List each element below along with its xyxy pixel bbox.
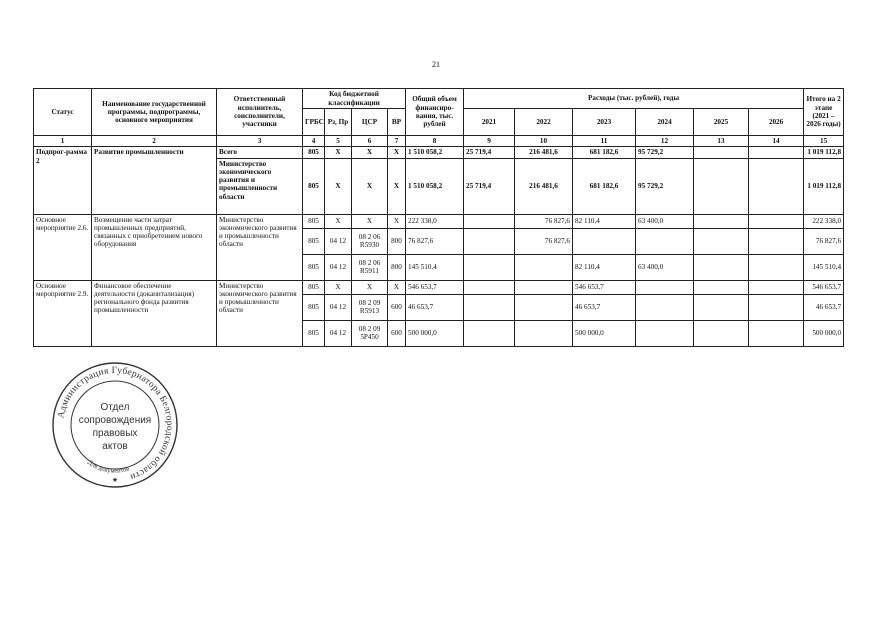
column-number: 15	[804, 136, 844, 147]
cell-2023: 681 182,6	[573, 158, 636, 214]
column-number: 7	[388, 136, 406, 147]
header-year: 2021	[464, 109, 515, 136]
cell-2021	[464, 228, 515, 254]
cell-2022	[515, 294, 573, 320]
column-number: 1	[34, 136, 92, 147]
cell-2026	[749, 158, 804, 214]
row-executor: Министерство экономического развития и промышленности области	[217, 280, 303, 346]
cell-rzpr: 04 12	[325, 294, 352, 320]
cell-2026	[749, 280, 804, 294]
cell-grbs: 805	[303, 280, 325, 294]
cell-grbs: 805	[303, 147, 325, 158]
cell-2021	[464, 214, 515, 228]
cell-2023: 82 110,4	[573, 214, 636, 228]
cell-csr: Х	[352, 280, 388, 294]
cell-2023: 82 110,4	[573, 254, 636, 280]
column-number: 4	[303, 136, 325, 147]
cell-csr: Х	[352, 158, 388, 214]
cell-vr: Х	[388, 280, 406, 294]
cell-2024: 63 400,0	[636, 254, 694, 280]
cell-total: 222 338,0	[406, 214, 464, 228]
cell-2021	[464, 294, 515, 320]
table-row	[34, 214, 844, 228]
cell-rzpr: 04 12	[325, 254, 352, 280]
cell-2021: 25 719,4	[464, 147, 515, 158]
cell-total: 46 653,7	[406, 294, 464, 320]
row-executor: Министерство экономического развития и промышленности области	[217, 158, 303, 214]
cell-rzpr: Х	[325, 214, 352, 228]
row-status: Основное мероприятие 2.9.	[34, 280, 92, 346]
column-number: 5	[325, 136, 352, 147]
cell-rzpr: Х	[325, 158, 352, 214]
star-icon: ★	[111, 476, 119, 484]
cell-itogo: 1 019 112,8	[804, 158, 844, 214]
cell-2023: 546 653,7	[573, 280, 636, 294]
cell-2022	[515, 320, 573, 346]
cell-rzpr: 04 12	[325, 228, 352, 254]
header-csr: ЦСР	[352, 109, 388, 136]
cell-2025	[694, 280, 749, 294]
cell-2022	[515, 280, 573, 294]
header-year: 2026	[749, 109, 804, 136]
column-number: 3	[217, 136, 303, 147]
cell-vr: 600	[388, 294, 406, 320]
cell-rzpr: Х	[325, 147, 352, 158]
cell-2022	[515, 254, 573, 280]
cell-csr: 08 2 06 R5911	[352, 254, 388, 280]
header-rzpr: Рз, Пр	[325, 109, 352, 136]
row-executor: Всего	[217, 147, 303, 158]
cell-rzpr: Х	[325, 280, 352, 294]
cell-2026	[749, 294, 804, 320]
header-year: 2025	[694, 109, 749, 136]
cell-2021: 25 719,4	[464, 158, 515, 214]
cell-total: 1 510 058,2	[406, 147, 464, 158]
cell-2024	[636, 228, 694, 254]
cell-vr: Х	[388, 214, 406, 228]
cell-2023: 46 653,7	[573, 294, 636, 320]
cell-2023: 681 182,6	[573, 147, 636, 158]
header-vr: ВР	[388, 109, 406, 136]
cell-itogo: 222 338,0	[804, 214, 844, 228]
header-year: 2024	[636, 109, 694, 136]
official-stamp	[50, 360, 180, 490]
cell-grbs: 805	[303, 320, 325, 346]
cell-itogo: 76 827,6	[804, 228, 844, 254]
cell-2025	[694, 320, 749, 346]
cell-total: 500 000,0	[406, 320, 464, 346]
cell-csr: Х	[352, 214, 388, 228]
cell-2026	[749, 320, 804, 346]
column-number-row	[34, 136, 844, 147]
column-number: 10	[515, 136, 573, 147]
cell-2026	[749, 147, 804, 158]
cell-2022: 216 481,6	[515, 147, 573, 158]
stamp-line: правовых	[92, 428, 138, 439]
cell-2022: 76 827,6	[515, 228, 573, 254]
cell-2024	[636, 320, 694, 346]
header-expenses-group: Расходы (тыс. рублей), годы	[464, 89, 804, 109]
column-number: 6	[352, 136, 388, 147]
stamp-bottom-text: Для документов	[86, 458, 131, 475]
cell-2025	[694, 147, 749, 158]
cell-itogo: 500 000,0	[804, 320, 844, 346]
cell-itogo: 46 653,7	[804, 294, 844, 320]
cell-vr: Х	[388, 158, 406, 214]
column-number: 13	[694, 136, 749, 147]
row-name: Возмещение части затрат промышленных предприятий, связанных с приобретением нового оборудования	[92, 214, 217, 280]
stamp-line: сопровождения	[78, 415, 152, 426]
cell-rzpr: 04 12	[325, 320, 352, 346]
cell-2022: 216 481,6	[515, 158, 573, 214]
header-total-financing: Общий объем финансиро-вания, тыс. рублей	[406, 89, 464, 136]
cell-2024: 95 729,2	[636, 158, 694, 214]
cell-total: 76 827,6	[406, 228, 464, 254]
cell-2024	[636, 280, 694, 294]
header-status: Статус	[34, 89, 92, 136]
cell-2024: 95 729,2	[636, 147, 694, 158]
cell-2025	[694, 214, 749, 228]
cell-2022: 76 827,6	[515, 214, 573, 228]
row-name: Развитие промышленности	[92, 147, 217, 214]
cell-vr: 800	[388, 254, 406, 280]
cell-grbs: 805	[303, 214, 325, 228]
cell-itogo: 546 653,7	[804, 280, 844, 294]
cell-vr: 600	[388, 320, 406, 346]
row-executor: Министерство экономического развития и промышленности области	[217, 214, 303, 280]
cell-grbs: 805	[303, 294, 325, 320]
cell-2024	[636, 294, 694, 320]
column-number: 11	[573, 136, 636, 147]
header-executor: Ответственный исполнитель, соисполнители, участники	[217, 89, 303, 136]
cell-2025	[694, 254, 749, 280]
page-number: 21	[432, 60, 440, 69]
header-itogo: Итого на 2 этапе (2021 – 2026 годы)	[804, 89, 844, 136]
cell-vr: Х	[388, 147, 406, 158]
table-row	[34, 280, 844, 294]
cell-2026	[749, 214, 804, 228]
row-name: Финансовое обеспечение деятельности (докапитализация) регионального фонда развития промышленности	[92, 280, 217, 346]
budget-table	[33, 88, 844, 347]
header-year: 2023	[573, 109, 636, 136]
cell-vr: 800	[388, 228, 406, 254]
stamp-line: актов	[102, 441, 128, 452]
row-status: Подпрог-рамма 2	[34, 147, 92, 214]
cell-itogo: 1 019 112,8	[804, 147, 844, 158]
cell-2021	[464, 280, 515, 294]
cell-csr: Х	[352, 147, 388, 158]
cell-2025	[694, 228, 749, 254]
row-status: Основное мероприятие 2.6.	[34, 214, 92, 280]
column-number: 2	[92, 136, 217, 147]
cell-2021	[464, 320, 515, 346]
cell-2025	[694, 294, 749, 320]
stamp-line: Отдел	[100, 402, 130, 413]
cell-2023: 500 000,0	[573, 320, 636, 346]
column-number: 12	[636, 136, 694, 147]
cell-2021	[464, 254, 515, 280]
cell-csr: 08 2 09 R5913	[352, 294, 388, 320]
cell-grbs: 805	[303, 254, 325, 280]
cell-csr: 08 2 06 R5930	[352, 228, 388, 254]
header-grbs: ГРБС	[303, 109, 325, 136]
table-row	[34, 147, 844, 158]
cell-2023	[573, 228, 636, 254]
cell-2026	[749, 254, 804, 280]
cell-2026	[749, 228, 804, 254]
stamp-ring-text: Администрация Губернатора Белгородской области	[56, 365, 175, 482]
column-number: 14	[749, 136, 804, 147]
header-name: Наименование государственной программы, подпрограммы, основного мероприятия	[92, 89, 217, 136]
column-number: 8	[406, 136, 464, 147]
cell-total: 546 653,7	[406, 280, 464, 294]
cell-2024: 63 400,0	[636, 214, 694, 228]
cell-grbs: 805	[303, 158, 325, 214]
cell-total: 1 510 058,2	[406, 158, 464, 214]
cell-total: 145 510,4	[406, 254, 464, 280]
cell-grbs: 805	[303, 228, 325, 254]
header-code-group: Код бюджетной классификации	[303, 89, 406, 109]
column-number: 9	[464, 136, 515, 147]
cell-2025	[694, 158, 749, 214]
cell-csr: 08 2 09 5Р450	[352, 320, 388, 346]
cell-itogo: 145 510,4	[804, 254, 844, 280]
header-year: 2022	[515, 109, 573, 136]
